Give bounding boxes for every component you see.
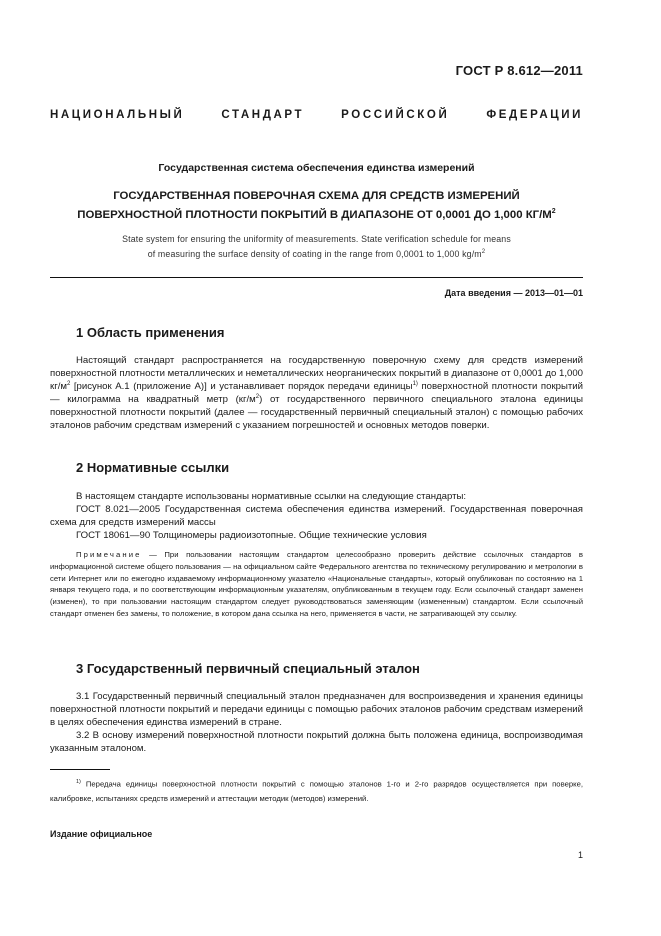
introduction-date: Дата введения — 2013—01—01 xyxy=(444,288,583,298)
system-title: Государственная система обеспечения единства измерений xyxy=(158,162,475,174)
section2-heading: 2 Нормативные ссылки xyxy=(76,460,230,475)
section3-body xyxy=(50,690,583,755)
section2-intro: В настоящем стандарте использованы нормативные ссылки на следующие стандарты: xyxy=(76,491,467,502)
section2-body xyxy=(50,490,583,542)
title-divider xyxy=(50,277,583,278)
section1-paragraph: Настоящий стандарт распространяется на государственную поверочную схему для средств измерений поверхностной плотности металлических и неметаллических неорганических покрытий в диапазоне от 0,0001 до 1,000 $кг/м^2$ [рисунок А.1 (приложение А)] и устанавливает порядок передачи единицы$^{1)}$ поверхностной плотности покрытий — килограмма на квадратный метр $(кг/м^2)$ от государственного первичного специального эталона единицы поверхностной плотности покрытий (далее — государственный первичный специальный эталон) с помощью рабочих эталонов рабочим средствам измерений с указанием погрешностей и основных методов поверки. xyxy=(50,355,583,432)
official-edition-label: Издание официальное xyxy=(50,829,153,839)
main-title xyxy=(50,189,583,223)
main-title-line2: ПОВЕРХНОСТНОЙ ПЛОТНОСТИ ПОКРЫТИЙ В ДИАПАЗОНЕ ОТ 0,0001 ДО 1,000 $КГ/М^2$ xyxy=(77,208,556,221)
page-number: 1 xyxy=(577,850,583,860)
clause-3-2: 3.2 В основу измерений поверхностной плотности покрытий должна быть положена единица, воспроизводимая указанным эталоном. xyxy=(50,730,583,755)
document-code: ГОСТ Р 8.612—2011 xyxy=(455,63,583,78)
note-label: Примечание xyxy=(76,550,142,559)
main-title-line1: ГОСУДАРСТВЕННАЯ ПОВЕРОЧНАЯ СХЕМА ДЛЯ СРЕДСТВ ИЗМЕРЕНИЙ xyxy=(113,190,520,202)
section2-note: Примечание — При пользовании настоящим стандартом целесообразно проверить действие ссылочных стандартов в информационной системе общего пользования — на официальном сайте Федерального агентства по техническому регулированию и метрологии в сети Интернет или по ежегодно издаваемому информационному указателю «Национальные стандарты», который опубликован по состоянию на 1 января текущего года, и по соответствующим информационным указателям, опубликованным в текущем году. Если ссылочный стандарт заменен (изменен), то при пользовании настоящим стандартом следует руководствоваться заменяющим (измененным) стандартом. Если ссылочный стандарт отменен без замены, то положение, в котором дана ссылка на него, применяется в части, не затрагивающей эту ссылку. xyxy=(50,550,583,618)
english-title: State system for ensuring the uniformity of measurements. State verification schedule for means of measuring the surface density of coating in the range from 0,0001 to 1,000 $kg/m^2$ xyxy=(122,234,511,259)
clause-3-1: 3.1 Государственный первичный специальный эталон предназначен для воспроизведения и хранения единицы поверхностной плотности покрытий и передачи единицы с помощью рабочих эталонов рабочим средствам измерений в целях обеспечения единства измерений в стране. xyxy=(50,691,583,729)
footnote: $^{1)}$ Передача единицы поверхностной плотности покрытий с помощью эталонов 1-го и 2-го разрядов осуществляется при поверке, калибровке, испытаниях средств измерений и аттестации методик (методов) измерений. xyxy=(50,779,583,804)
national-standard-banner: НАЦИОНАЛЬНЫЙ СТАНДАРТ РОССИЙСКОЙ ФЕДЕРАЦИИ xyxy=(50,109,583,121)
reference-gost-18061: ГОСТ 18061—90 Толщиномеры радиоизотопные. Общие технические условия xyxy=(76,530,427,542)
section1-heading: 1 Область применения xyxy=(76,325,225,340)
reference-gost-8021: ГОСТ 8.021—2005 Государственная система обеспечения единства измерений. Государственная поверочная схема для средств измерений массы xyxy=(50,504,583,529)
section3-heading: 3 Государственный первичный специальный эталон xyxy=(76,661,420,676)
footnote-divider xyxy=(50,769,110,770)
